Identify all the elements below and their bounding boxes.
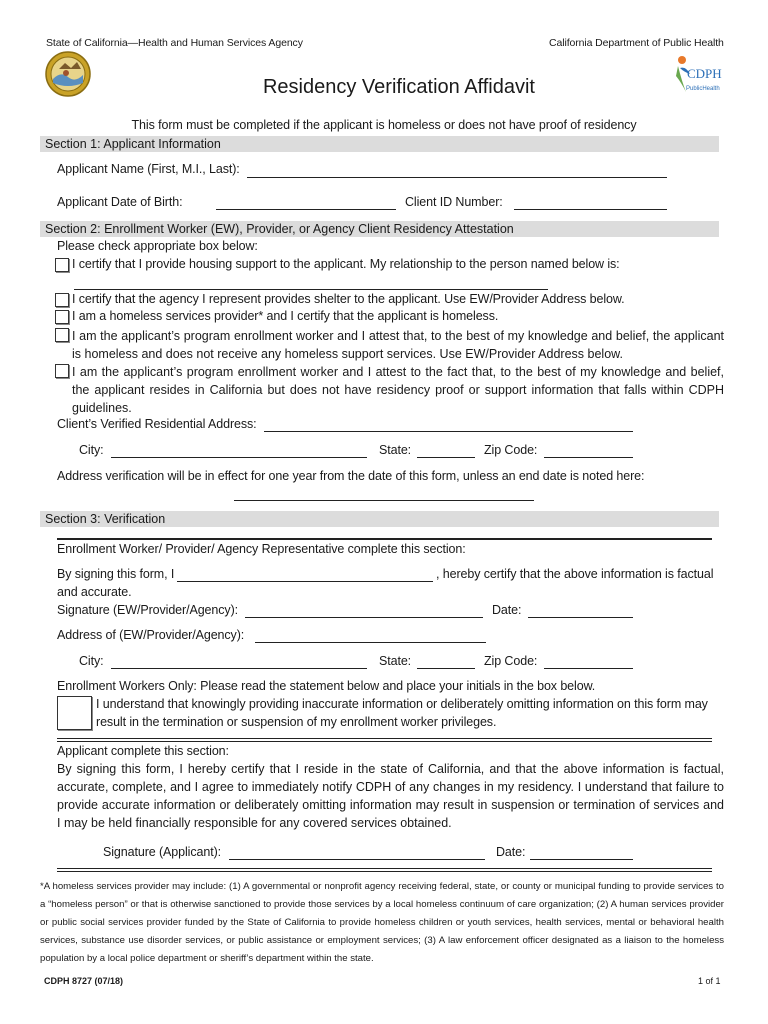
page-number: 1 of 1 [698,976,721,986]
page-title: Residency Verification Affidavit [262,76,535,98]
and-accurate-text: and accurate. [57,585,132,599]
ew-state-field[interactable] [417,668,475,669]
agency-left-header: State of California—Health and Human Services Agency [46,37,303,49]
section2-header: Section 2: Enrollment Worker (EW), Provider, or Agency Client Residency Attestation [40,221,719,237]
option3-text: I am a homeless services provider* and I certify that the applicant is homeless. [72,309,499,323]
city-field[interactable] [111,457,367,458]
ew-heading: Enrollment Worker/ Provider/ Agency Representative complete this section: [57,542,466,556]
applicant-name-label: Applicant Name (First, M.I., Last): [57,162,240,176]
option5-statement: I am the applicant’s program enrollment worker and I attest to the fact that, to the best of my knowledge and belief, the applicant resides in California but does not have residency proof or support information that falls within CDPH guidelines. [72,365,724,415]
logo-subtext: PublicHealth [686,86,720,92]
zip-field[interactable] [544,457,633,458]
ew-address-label: Address of (EW/Provider/Agency): [57,628,245,642]
by-signing-prefix: By signing this form, I [57,567,175,581]
zip-label: Zip Code: [484,443,538,457]
option5-text [72,363,724,417]
option2-text: I certify that the agency I represent provides shelter to the applicant. Use EW/Provider Address below. [72,292,625,306]
applicant-statement [57,760,724,832]
initials-box[interactable] [57,696,92,730]
residential-address-label: Client’s Verified Residential Address: [57,417,257,431]
end-date-field[interactable] [234,500,534,501]
ew-signature-field[interactable] [245,617,483,618]
state-field[interactable] [417,457,475,458]
applicant-heading: Applicant complete this section: [57,744,229,758]
ew-date-field[interactable] [528,617,633,618]
applicant-section-rule [57,738,712,742]
state-label: State: [379,443,412,457]
option5-checkbox[interactable] [55,364,69,378]
by-signing-suffix: , hereby certify that the above information is factual [436,567,714,581]
applicant-signature-label: Signature (Applicant): [103,845,222,859]
check-instruction: Please check appropriate box below: [57,239,258,253]
option1-text: I certify that I provide housing support to the applicant. My relationship to the person named below is: [72,257,620,271]
ew-date-label: Date: [492,603,522,617]
relationship-field[interactable] [74,289,548,290]
section3-header: Section 3: Verification [40,511,719,527]
applicant-signature-field[interactable] [229,859,485,860]
homeless-provider-footnote [40,878,724,968]
section1-header: Section 1: Applicant Information [40,136,719,152]
understand-line-2: result in the termination or suspension of my enrollment worker privileges. [96,715,497,729]
representative-name-field[interactable] [177,581,433,582]
applicant-date-label: Date: [496,845,526,859]
option4-checkbox[interactable] [55,328,69,342]
applicant-name-field[interactable] [247,177,667,178]
form-number: CDPH 8727 (07/18) [44,976,124,986]
applicant-dob-field[interactable] [216,209,396,210]
footnote-text: *A homeless services provider may include: (1) A governmental or nonprofit agency receiving federal, state, or county or municipal funding to provide services to a “homeless person” or that is otherwise sanctioned to provide those services by a local homeless continuum of care organization; (2) A human services provider or public social services provider funded by the State of California to provide homeless children or youth services, health services, mental or behavioral health services, substance use disorder services, or public assistance or employment services; (3) A law enforcement officer designated as a liaison to the homeless population by a local police department or sheriff’s department within the state. [40,881,724,964]
understand-line-1: I understand that knowingly providing inaccurate information or deliberately omitting information on this form may [96,697,708,711]
option3-checkbox[interactable] [55,310,69,324]
applicant-dob-label: Applicant Date of Birth: [57,195,183,209]
ew-signature-label: Signature (EW/Provider/Agency): [57,603,239,617]
applicant-statement-text: By signing this form, I hereby certify that I reside in the state of California, and that the above information is factual, accurate, complete, and I agree to immediately notify CDPH of any changes in my residency. I understand that failure to provide accurate information or deliberately omitting information may result in suspension or termination of services and I may be held financially responsible for any covered services obtained. [57,762,724,830]
ew-zip-field[interactable] [544,668,633,669]
option1-checkbox[interactable] [55,258,69,272]
ew-city-field[interactable] [111,668,367,669]
bottom-section-rule [57,868,712,872]
ew-city-label: City: [79,654,104,668]
city-label: City: [79,443,104,457]
ew-section-rule [57,538,712,540]
agency-right-header: California Department of Public Health [549,37,724,49]
verification-note: Address verification will be in effect for one year from the date of this form, unless an end date is noted here: [57,469,645,483]
ew-address-field[interactable] [255,642,486,643]
logo-text: CDPH [687,66,722,81]
ew-only-instruction: Enrollment Workers Only: Please read the statement below and place your initials in the box below. [57,679,596,693]
ew-zip-label: Zip Code: [484,654,538,668]
applicant-date-field[interactable] [530,859,633,860]
option2-checkbox[interactable] [55,293,69,307]
option4-statement: I am the applicant’s program enrollment worker and I attest that, to the best of my knowledge and belief, the applicant is homeless and does not receive any homeless support services. Use EW/Provider Address below. [72,329,724,361]
intro-text: This form must be completed if the applicant is homeless or does not have proof of residency [131,118,637,132]
client-id-field[interactable] [514,209,667,210]
option4-text [72,327,724,363]
ew-state-label: State: [379,654,412,668]
client-id-label: Client ID Number: [405,195,503,209]
residential-address-field[interactable] [264,431,633,432]
cdph-logo [672,52,720,98]
